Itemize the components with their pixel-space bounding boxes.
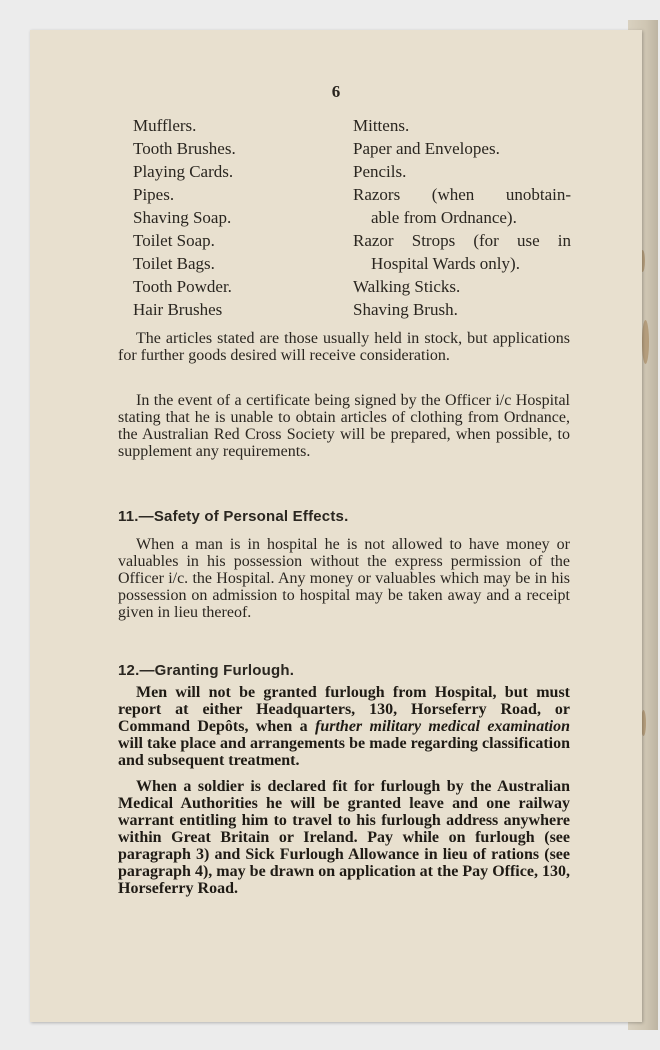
list-item: Pipes. bbox=[133, 185, 175, 204]
list-item: Playing Cards. bbox=[133, 162, 234, 181]
list-item: Toilet Soap. bbox=[133, 231, 215, 250]
section-12-heading: 12.—Granting Furlough. bbox=[118, 662, 295, 679]
list-item: Tooth Powder. bbox=[133, 277, 232, 296]
stock-paragraph: The articles stated are those usually held in stock, but applications for further goods desired will receive consideration. bbox=[118, 330, 570, 364]
section-12-text: Men will not be granted furlough from Hospital, but must report at either Headquarters, 130, Horseferry Road, or Command Depôts, when a further military medical examination will take place and arrangements be made regarding classification and subsequent treatment. bbox=[118, 684, 570, 769]
section-12-furlough-text: When a soldier is declared fit for furlough by the Australian Medical Authorities he will be granted leave and one railway warrant entitling him to travel to his furlough address anywhere within Great Britain or Ireland. Pay while on furlough (see paragraph 3) and Sick Furlough Allowance in lieu of rations (see paragraph 4), may be drawn on application at the Pay Office, 130, Horseferry Road. bbox=[118, 778, 570, 897]
list-item: Walking Sticks. bbox=[353, 277, 461, 296]
list-item: Pencils. bbox=[353, 162, 407, 181]
list-item: Mufflers. bbox=[133, 116, 197, 135]
list-item: Toilet Bags. bbox=[133, 254, 215, 273]
list-item: Razors (when unobtain- bbox=[353, 185, 571, 204]
items-list-right bbox=[353, 114, 571, 321]
italic-phrase: further military medical examination bbox=[315, 718, 570, 735]
list-item: Shaving Brush. bbox=[353, 300, 458, 319]
list-item: Razor Strops (for use in bbox=[353, 231, 571, 250]
items-list-left bbox=[133, 114, 353, 321]
list-item: Hair Brushes bbox=[133, 300, 223, 319]
list-item: Tooth Brushes. bbox=[133, 139, 236, 158]
list-item: Mittens. bbox=[353, 116, 410, 135]
page-number: 6 bbox=[331, 82, 341, 101]
stain-mark bbox=[642, 320, 649, 364]
list-item: Shaving Soap. bbox=[133, 208, 232, 227]
document-page bbox=[30, 30, 642, 1022]
list-item: Hospital Wards only). bbox=[371, 254, 520, 273]
list-item: able from Ordnance). bbox=[371, 208, 517, 227]
certificate-paragraph: In the event of a certificate being signed by the Officer i/c Hospital stating that he is unable to obtain articles of clothing from Ordnance, the Australian Red Cross Society will be prepared, when possible, to supplement any requirements. bbox=[118, 392, 570, 460]
list-item: Paper and Envelopes. bbox=[353, 139, 500, 158]
section-11-text: When a man is in hospital he is not allowed to have money or valuables in his possession without the express permission of the Officer i/c. the Hospital. Any money or valuables which may be in his possession on admission to hospital may be taken away and a receipt given in lieu thereof. bbox=[118, 536, 570, 621]
section-11-heading: 11.—Safety of Personal Effects. bbox=[118, 508, 349, 525]
